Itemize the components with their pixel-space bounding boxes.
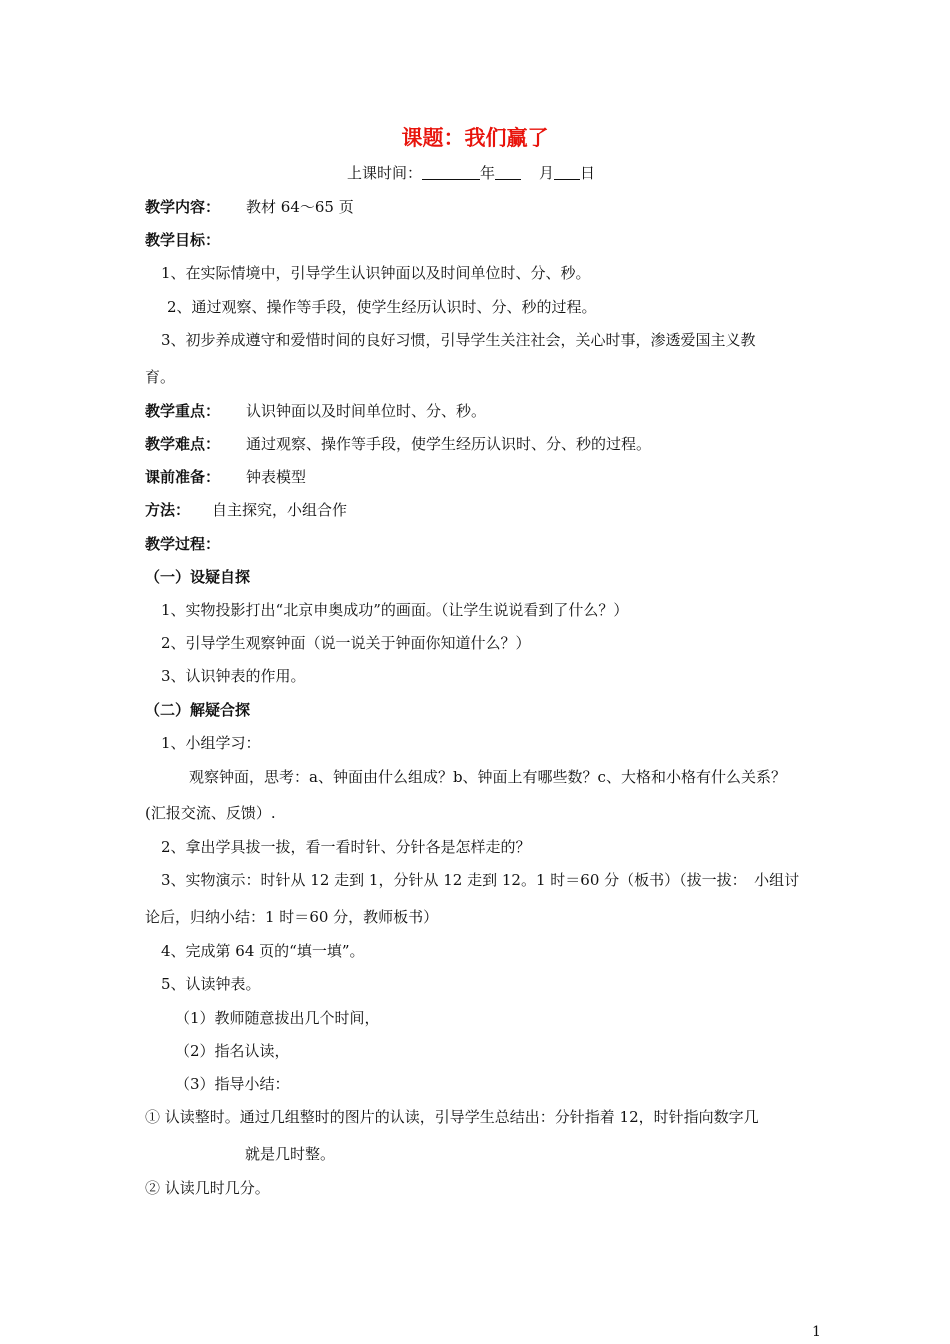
- key-point-value: 认识钟面以及时间单位时、分、秒。: [246, 402, 487, 420]
- section2-line-6: 论后，归纳小结：1 时＝60 分，教师板书）: [145, 908, 439, 926]
- section1-item-1: 1、实物投影打出“北京申奥成功”的画面。（让学生说说看到了什么？）: [161, 601, 629, 619]
- section2-line-11: （3）指导小结：: [175, 1075, 290, 1093]
- class-time-label: 上课时间：: [347, 164, 423, 182]
- section2-line-10: （2）指名认读，: [175, 1042, 290, 1060]
- year-label: 年: [480, 164, 496, 182]
- key-point-row: [145, 401, 486, 421]
- page-number: 1: [812, 1324, 821, 1340]
- section2-line-14: ② 认读几时几分。: [145, 1179, 270, 1197]
- month-label: 月: [539, 164, 555, 182]
- section2-line-4: 2、拿出学具拔一拔，看一看时针、分针各是怎样走的？: [161, 838, 531, 856]
- preparation-row: [145, 467, 306, 487]
- section1-item-3: 3、认识钟表的作用。: [161, 667, 306, 685]
- goal-item-3-cont: 育。: [145, 368, 176, 386]
- content-label: 教学内容：: [145, 198, 221, 216]
- difficulty-row: [145, 434, 651, 454]
- month-blank: [495, 165, 521, 180]
- section2-line-7: 4、完成第 64 页的“填一填”。: [161, 942, 365, 960]
- section2-line-3: (汇报交流、反馈）.: [145, 804, 276, 822]
- day-blank: [554, 165, 580, 180]
- section1-item-2: 2、引导学生观察钟面（说一说关于钟面你知道什么？）: [161, 634, 531, 652]
- preparation-value: 钟表模型: [246, 468, 307, 486]
- difficulty-label: 教学难点：: [145, 435, 221, 453]
- page-title: 课题：我们赢了: [401, 126, 549, 150]
- process-label: 教学过程：: [145, 535, 221, 553]
- section2-line-9: （1）教师随意拔出几个时间，: [175, 1009, 380, 1027]
- goal-item-2: 2、通过观察、操作等手段，使学生经历认识时、分、秒的过程。: [167, 298, 597, 316]
- section2-line-13: 就是几时整。: [245, 1145, 336, 1163]
- goals-label: 教学目标：: [145, 231, 221, 249]
- year-blank: [422, 165, 480, 180]
- section2-line-2: 观察钟面，思考：a、钟面由什么组成？b、钟面上有哪些数？c、大格和小格有什么关系？: [189, 768, 786, 786]
- goal-item-1: 1、在实际情境中，引导学生认识钟面以及时间单位时、分、秒。: [161, 264, 591, 282]
- method-row: [145, 500, 347, 520]
- difficulty-value: 通过观察、操作等手段，使学生经历认识时、分、秒的过程。: [246, 435, 652, 453]
- section2-line-1: 1、小组学习：: [161, 734, 261, 752]
- content-value: 教材 64～65 页: [246, 198, 354, 216]
- day-label: 日: [580, 164, 596, 182]
- section2-line-5: 3、实物演示：时针从 12 走到 1，分针从 12 走到 12。1 时＝60 分（板书）（拔一拔： 小组讨: [161, 871, 800, 889]
- section1-heading: （一）设疑自探: [145, 568, 251, 586]
- key-point-label: 教学重点：: [145, 402, 221, 420]
- section2-line-12: ① 认读整时。通过几组整时的图片的认读，引导学生总结出：分针指着 12，时针指向数字几: [145, 1108, 759, 1126]
- preparation-label: 课前准备：: [145, 468, 221, 486]
- content-row: [145, 197, 354, 217]
- goal-item-3: 3、初步养成遵守和爱惜时间的良好习惯，引导学生关注社会，关心时事，渗透爱国主义教: [161, 331, 756, 349]
- class-time-line: [347, 163, 595, 183]
- section2-line-8: 5、认读钟表。: [161, 975, 261, 993]
- section2-heading: （二）解疑合探: [145, 701, 251, 719]
- method-value: 自主探究，小组合作: [212, 501, 348, 519]
- method-label: 方法：: [145, 501, 191, 519]
